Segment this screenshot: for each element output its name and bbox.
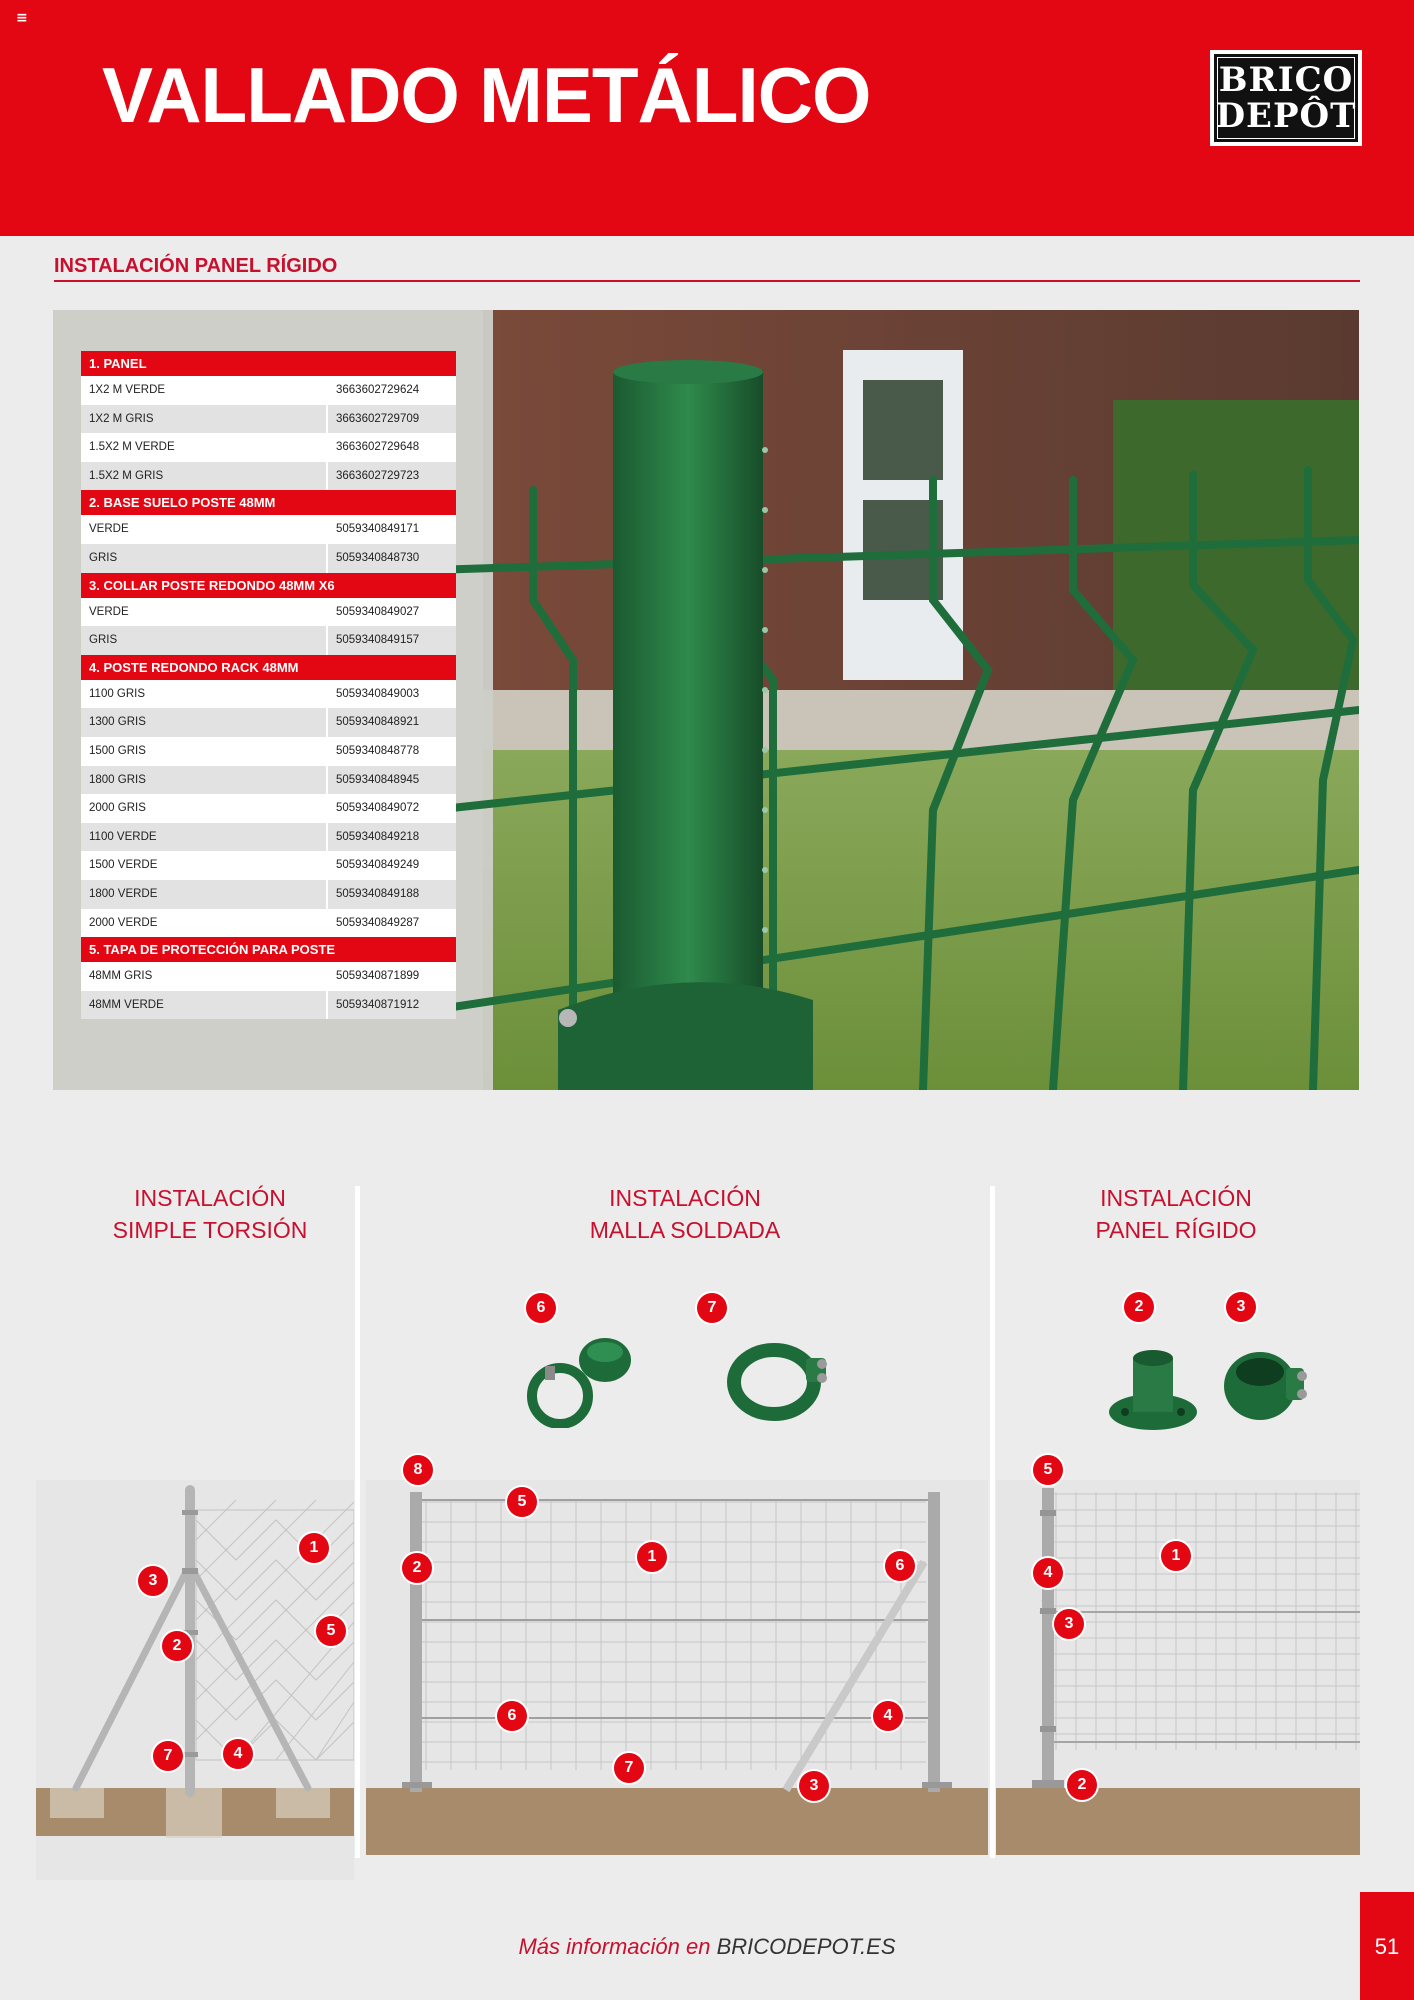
table-category-header: 2. BASE SUELO POSTE 48MM <box>81 490 456 515</box>
table-row <box>81 598 456 627</box>
title-line: SIMPLE TORSIÓN <box>112 1217 308 1243</box>
footer-website-link[interactable]: BRICODEPOT.ES <box>716 1934 896 1959</box>
product-name: 1500 GRIS <box>81 737 326 766</box>
product-code: 5059340848778 <box>326 737 456 766</box>
product-name: 1.5X2 M VERDE <box>81 433 326 462</box>
product-code: 5059340849072 <box>326 794 456 823</box>
column-divider <box>355 1186 360 1858</box>
table-row <box>81 823 456 852</box>
product-code: 5059340849188 <box>326 880 456 909</box>
page-number: 51 <box>1374 1934 1400 1959</box>
product-name: 48MM GRIS <box>81 962 326 991</box>
callout-badge: 3 <box>138 1566 168 1596</box>
table-row <box>81 766 456 795</box>
table-row <box>81 851 456 880</box>
table-row <box>81 515 456 544</box>
product-name: GRIS <box>81 626 326 655</box>
product-name: 1100 VERDE <box>81 823 326 852</box>
title-simple-torsion <box>60 1182 360 1246</box>
table-row <box>81 405 456 434</box>
page-number-tab <box>1360 1892 1414 2000</box>
table-row <box>81 991 456 1020</box>
table-category-header: 5. TAPA DE PROTECCIÓN PARA POSTE <box>81 937 456 962</box>
callout-badge: 8 <box>403 1455 433 1485</box>
menu-icon[interactable]: ≡ <box>16 10 28 26</box>
product-name: 1500 VERDE <box>81 851 326 880</box>
column-divider <box>990 1186 995 1858</box>
table-row <box>81 462 456 491</box>
product-table <box>81 351 456 1019</box>
table-row <box>81 737 456 766</box>
product-name: 1300 GRIS <box>81 708 326 737</box>
table-row <box>81 626 456 655</box>
brico-depot-logo[interactable] <box>1210 50 1362 146</box>
footer-info <box>0 1934 1414 1960</box>
product-code: 3663602729624 <box>326 376 456 405</box>
product-code: 3663602729648 <box>326 433 456 462</box>
header-banner <box>0 0 1414 236</box>
callout-badge: 1 <box>637 1542 667 1572</box>
callout-badge: 5 <box>1033 1455 1063 1485</box>
product-code: 3663602729723 <box>326 462 456 491</box>
product-name: 1100 GRIS <box>81 680 326 709</box>
product-name: VERDE <box>81 515 326 544</box>
logo-text-depot: DEPÔT <box>1215 96 1357 136</box>
product-name: 1.5X2 M GRIS <box>81 462 326 491</box>
product-code: 5059340849027 <box>326 598 456 627</box>
callout-badge: 1 <box>1161 1541 1191 1571</box>
callout-badge: 3 <box>1226 1292 1256 1322</box>
callout-badge: 6 <box>885 1551 915 1581</box>
title-line: MALLA SOLDADA <box>589 1217 781 1243</box>
table-category-header: 1. PANEL <box>81 351 456 376</box>
product-code: 5059340871912 <box>326 991 456 1020</box>
post-collar-icon <box>1216 1338 1316 1433</box>
table-row <box>81 544 456 573</box>
callout-badge: 4 <box>223 1739 253 1769</box>
post-base-icon <box>1103 1338 1203 1439</box>
callout-badge: 4 <box>873 1701 903 1731</box>
title-line: PANEL RÍGIDO <box>1095 1217 1257 1243</box>
callout-badge: 5 <box>316 1616 346 1646</box>
callout-badge: 3 <box>1054 1609 1084 1639</box>
title-line: INSTALACIÓN <box>1100 1185 1252 1211</box>
table-row <box>81 794 456 823</box>
section-divider <box>54 280 1360 282</box>
callout-badge: 2 <box>402 1553 432 1583</box>
title-line: INSTALACIÓN <box>609 1185 761 1211</box>
page-title: VALLADO METÁLICO <box>102 51 871 139</box>
product-name: 1800 GRIS <box>81 766 326 795</box>
section-heading: INSTALACIÓN PANEL RÍGIDO <box>54 255 338 277</box>
callout-badge: 1 <box>299 1533 329 1563</box>
callout-badge: 5 <box>507 1487 537 1517</box>
product-code: 5059340849003 <box>326 680 456 709</box>
table-row <box>81 433 456 462</box>
product-code: 5059340871899 <box>326 962 456 991</box>
footer-info-prefix: Más información en <box>518 1934 711 1959</box>
callout-badge: 7 <box>697 1293 727 1323</box>
table-category-header: 4. POSTE REDONDO RACK 48MM <box>81 655 456 680</box>
table-row <box>81 880 456 909</box>
logo-text-brico: BRICO <box>1218 60 1354 100</box>
diagram-panel-rigido <box>996 1480 1360 1860</box>
table-row <box>81 680 456 709</box>
callout-badge: 4 <box>1033 1558 1063 1588</box>
title-malla-soldada <box>535 1182 835 1246</box>
callout-badge: 2 <box>162 1631 192 1661</box>
product-name: 1X2 M VERDE <box>81 376 326 405</box>
callout-badge: 6 <box>526 1293 556 1323</box>
product-code: 5059340849171 <box>326 515 456 544</box>
callout-badge: 7 <box>153 1741 183 1771</box>
product-name: 1X2 M GRIS <box>81 405 326 434</box>
title-panel-rigido <box>1026 1182 1326 1246</box>
product-code: 5059340848730 <box>326 544 456 573</box>
product-code: 5059340849218 <box>326 823 456 852</box>
table-category-header: 3. COLLAR POSTE REDONDO 48MM X6 <box>81 573 456 598</box>
callout-badge: 2 <box>1067 1770 1097 1800</box>
callout-badge: 3 <box>799 1771 829 1801</box>
callout-badge: 6 <box>497 1701 527 1731</box>
product-code: 3663602729709 <box>326 405 456 434</box>
post-clamp-icon <box>718 1336 838 1431</box>
product-code: 5059340849287 <box>326 909 456 938</box>
callout-badge: 7 <box>614 1753 644 1783</box>
product-code: 5059340849249 <box>326 851 456 880</box>
product-code: 5059340848921 <box>326 708 456 737</box>
title-line: INSTALACIÓN <box>134 1185 286 1211</box>
product-code: 5059340848945 <box>326 766 456 795</box>
diagram-malla-soldada <box>366 1480 988 1860</box>
product-name: VERDE <box>81 598 326 627</box>
callout-badge: 2 <box>1124 1292 1154 1322</box>
product-name: 1800 VERDE <box>81 880 326 909</box>
table-row <box>81 708 456 737</box>
product-name: 2000 GRIS <box>81 794 326 823</box>
table-row <box>81 376 456 405</box>
product-code: 5059340849157 <box>326 626 456 655</box>
product-name: GRIS <box>81 544 326 573</box>
table-row <box>81 909 456 938</box>
product-name: 48MM VERDE <box>81 991 326 1020</box>
table-row <box>81 962 456 991</box>
fence-tension-band-icon <box>525 1328 645 1433</box>
product-name: 2000 VERDE <box>81 909 326 938</box>
